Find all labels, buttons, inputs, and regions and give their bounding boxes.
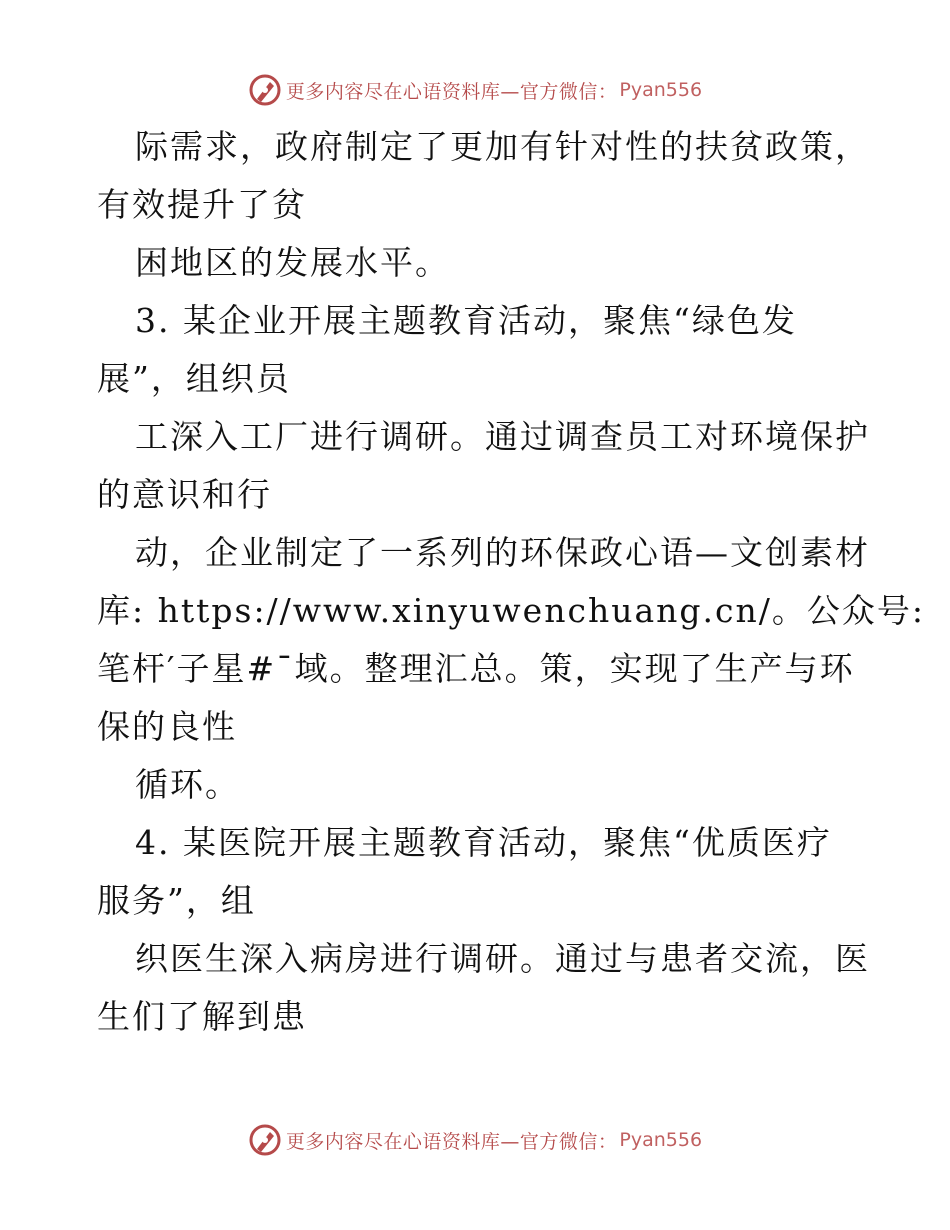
text-line: 困地区的发展水平。 (135, 243, 450, 282)
document-body (97, 118, 925, 1046)
text-line: 4. 某医院开展主题教育活动，聚焦“优质医疗 (135, 823, 832, 862)
header-banner (0, 70, 950, 110)
text-line: 展”，组织员 (97, 359, 291, 398)
text-line: 有效提升了贫 (97, 185, 307, 224)
header-banner-text: 更多内容尽在心语资料库—官方微信： (285, 80, 618, 103)
text-line: 3. 某企业开展主题教育活动，聚焦“绿色发 (135, 301, 797, 340)
text-line: 生们了解到患 (97, 997, 307, 1036)
pen-logo-icon (248, 1123, 282, 1157)
text-line: 动，企业制定了一系列的环保政心语—文创素材 (135, 533, 870, 572)
text-line: 际需求，政府制定了更加有针对性的扶贫政策， (135, 127, 870, 166)
text-line: 循环。 (135, 765, 240, 804)
text-line: 保的良性 (97, 707, 237, 746)
text-line: 的意识和行 (97, 475, 272, 514)
text-line: 库: https://www.xinyuwenchuang.cn/。公众号: (97, 591, 925, 630)
footer-banner (0, 1120, 950, 1160)
header-wechat-id: Pyan556 (619, 79, 703, 101)
text-line: 笔杆′子星#¯域。整理汇总。策，实现了生产与环 (97, 649, 855, 688)
footer-banner-text: 更多内容尽在心语资料库—官方微信： (285, 1130, 618, 1153)
pen-logo-icon (248, 73, 282, 107)
footer-wechat-id: Pyan556 (619, 1129, 703, 1151)
text-line: 服务”，组 (97, 881, 256, 920)
text-line: 织医生深入病房进行调研。通过与患者交流，医 (135, 939, 870, 978)
text-line: 工深入工厂进行调研。通过调查员工对环境保护 (135, 417, 870, 456)
